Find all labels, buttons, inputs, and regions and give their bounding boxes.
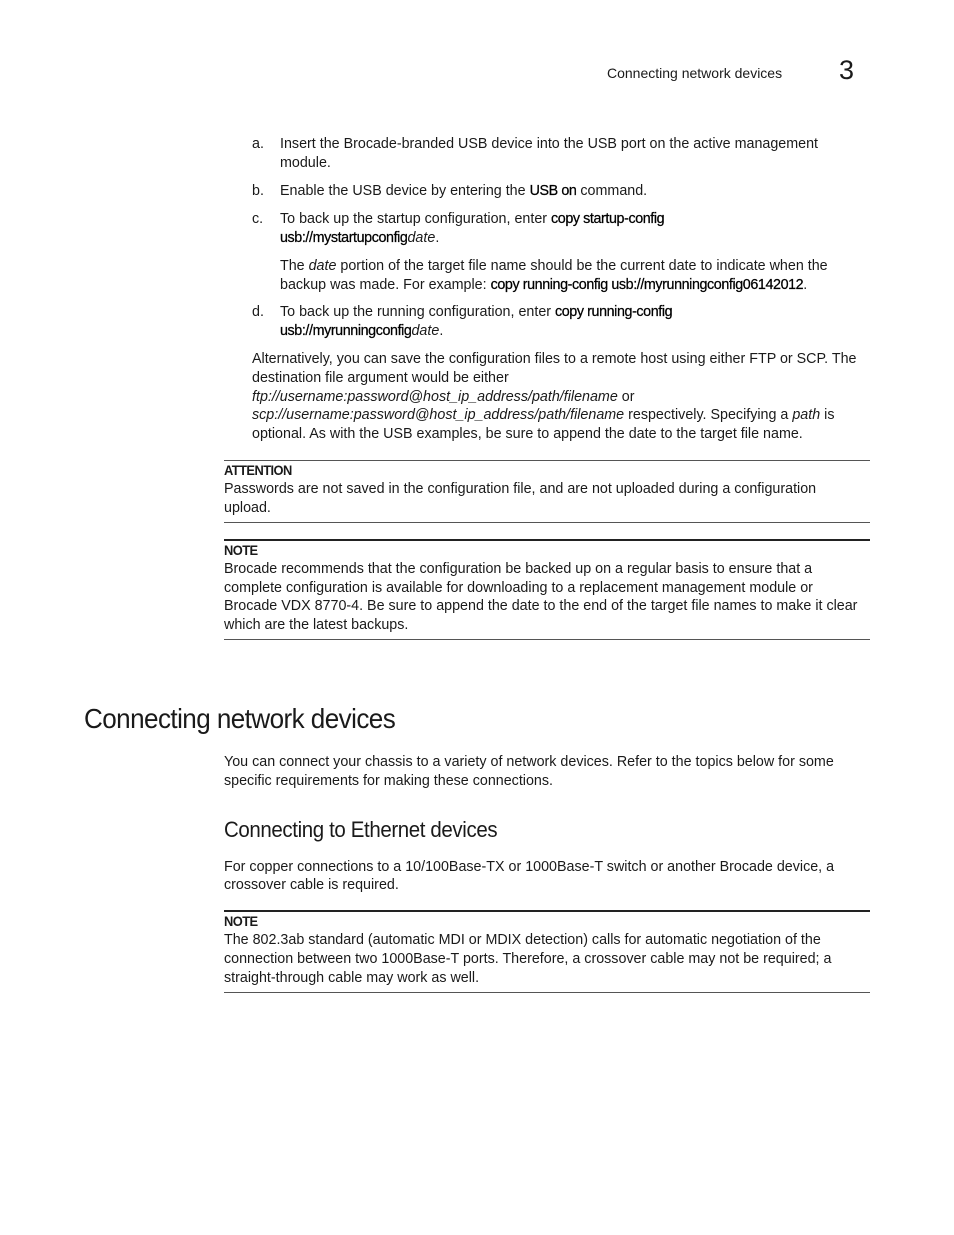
step-c-marker: c. [252,211,264,227]
section-line2: specific requirements for making these connections. [224,773,553,789]
note1-bottom-rule [224,639,870,640]
attention-top-rule [224,460,870,461]
step-c-text: To back up the startup configuration, enter copy startup-config [280,211,665,227]
note2-line2: connection between two 1000Base-T ports. Therefore, a crossover cable may not be required; a [224,951,832,967]
attention-label: ATTENTION [224,462,292,478]
step-c-command-cont: usb://mystartupconfigdate. [280,230,440,246]
ftp-path: ftp://username:password@host_ip_address/path/filename [252,389,618,405]
step-d-marker: d. [252,304,264,320]
step-b-marker: b. [252,183,264,199]
section-line1: You can connect your chassis to a variety of network devices. Refer to the topics below for some [224,754,834,770]
note2-label: NOTE [224,913,258,929]
chapter-number: 3 [839,55,855,85]
note2-line3: straight-through cable may work as well. [224,970,480,986]
scp-path: scp://username:password@host_ip_address/path/filename [252,407,625,423]
alt-line5: optional. As with the USB examples, be sure to append the date to the target file name. [252,426,803,442]
section-heading: Connecting network devices [84,703,396,734]
attention-bottom-rule [224,522,870,523]
command-copy-running: copy running-config [555,304,673,320]
note1-top-rule [224,539,870,541]
subsection-line1: For copper connections to a 10/100Base-TX or 1000Base-T switch or another Brocade device, a [224,859,835,875]
step-b-text: Enable the USB device by entering the USB on command. [280,183,648,199]
alt-line2: destination file argument would be either [252,370,509,386]
step-d-command-cont: usb://myrunningconfigdate. [280,323,444,339]
step-d-text: To back up the running configuration, enter copy running-config [280,304,673,320]
step-a-marker: a. [252,136,264,152]
command-usb-on: USB on [529,183,577,199]
note1-line4: which are the latest backups. [224,617,409,633]
note1-line2: complete configuration is available for downloading to a replacement management module or [224,580,813,596]
command-copy-startup: copy startup-config [551,211,665,227]
command-copy-running-example: copy running-config usb://myrunningconfig06142012 [490,277,804,293]
alt-line4: scp://username:password@host_ip_address/path/filename respectively. Specifying a path is [252,407,835,423]
running-header-title: Connecting network devices [607,65,783,81]
note1-line1: Brocade recommends that the configuration be backed up on a regular basis to ensure that a [224,561,813,577]
alt-line3: ftp://username:password@host_ip_address/path/filename or [252,389,635,405]
step-c-note-line1: The date portion of the target file name should be the current date to indicate when the [280,258,828,274]
attention-line2: upload. [224,500,271,516]
note2-line1: The 802.3ab standard (automatic MDI or MDIX detection) calls for automatic negotiation of the [224,932,821,948]
note1-line3: Brocade VDX 8770-4. Be sure to append the date to the end of the target file names to make it clear [224,598,858,614]
subsection-heading: Connecting to Ethernet devices [224,817,498,842]
step-a-text: Insert the Brocade-branded USB device into the USB port on the active management module. [280,136,819,171]
note1-label: NOTE [224,542,258,558]
step-c-note-line2: backup was made. For example: copy running-config usb://myrunningconfig06142012. [280,277,808,293]
note2-top-rule [224,910,870,912]
variable-date: date [407,230,436,246]
note2-bottom-rule [224,992,870,993]
attention-line1: Passwords are not saved in the configuration file, and are not uploaded during a configuration [224,481,817,497]
alt-line1: Alternatively, you can save the configuration files to a remote host using either FTP or SCP. The [252,351,857,367]
subsection-line2: crossover cable is required. [224,877,399,893]
